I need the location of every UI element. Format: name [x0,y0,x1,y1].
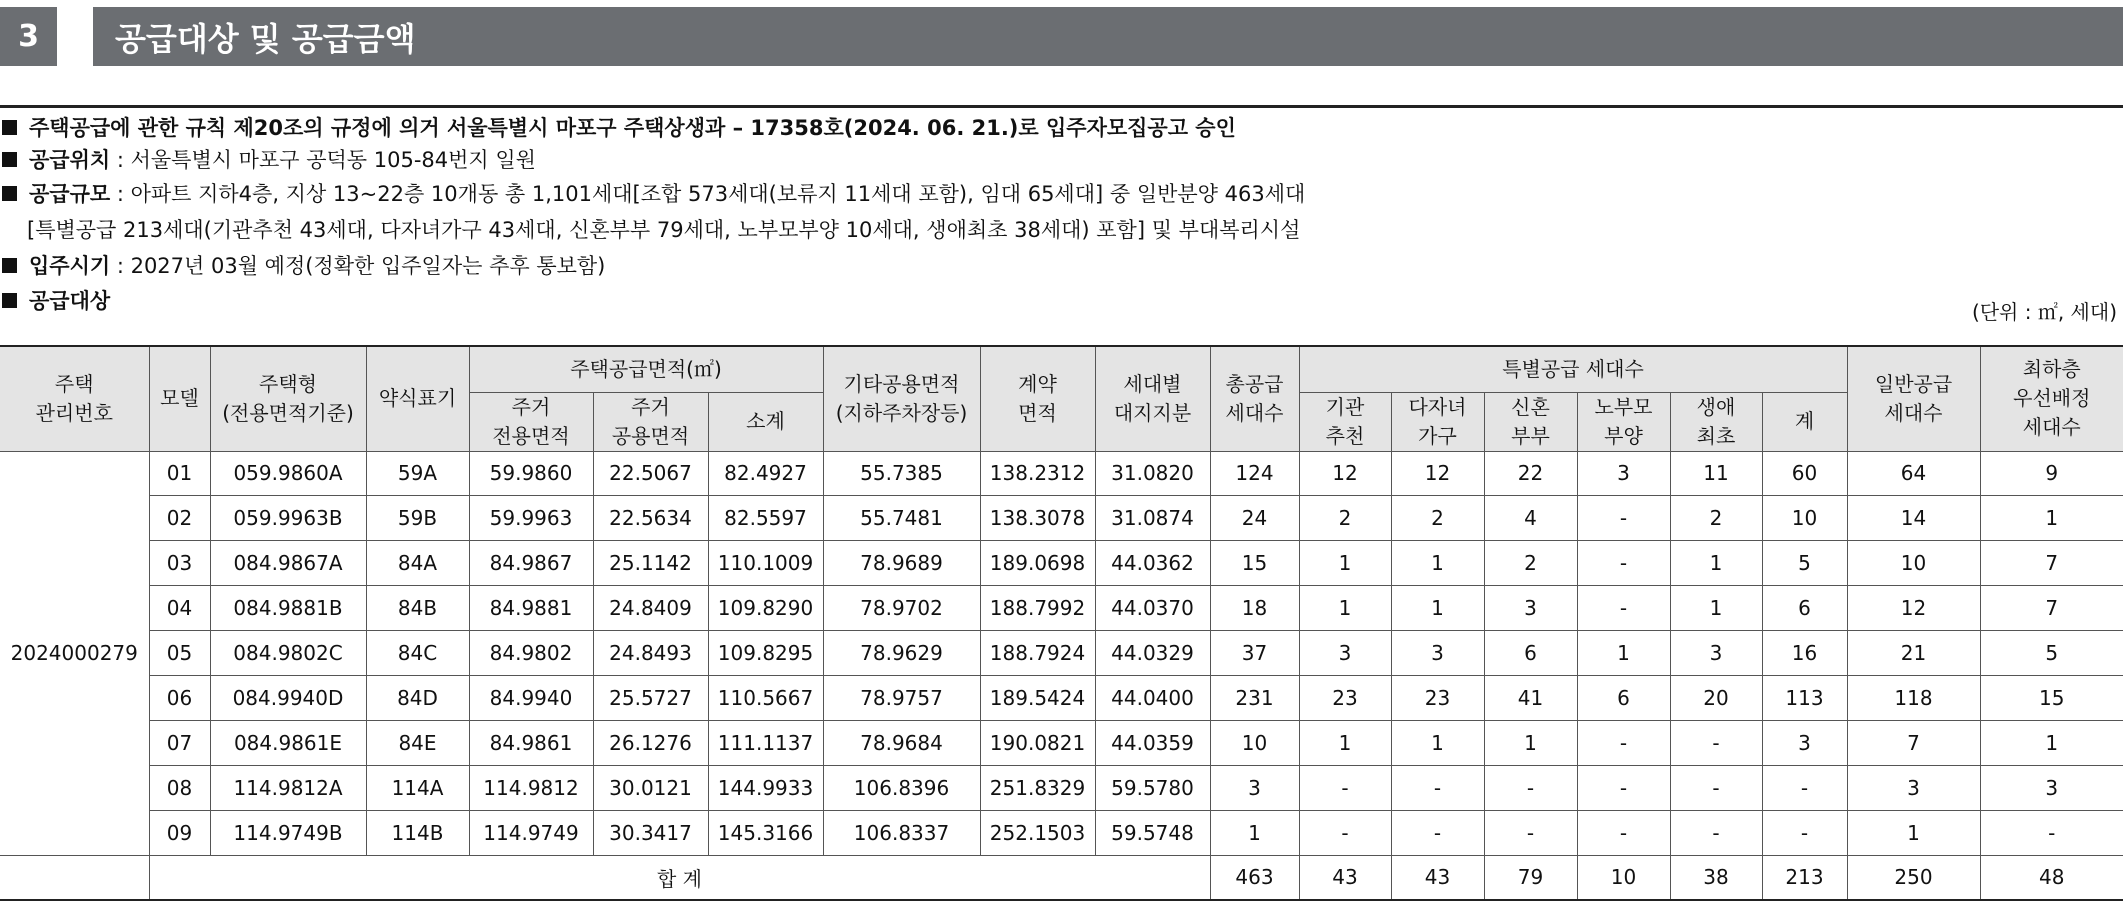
table-cell: 7 [1847,720,1980,765]
table-cell: 2 [1391,496,1484,541]
table-cell: - [1577,541,1670,586]
table-cell: 059.9860A [210,451,366,496]
total-cell: 10 [1577,855,1670,900]
table-cell: 1 [1391,586,1484,631]
table-cell: 84.9861 [469,720,593,765]
header-first-home: 생애 최초 [1670,392,1762,451]
table-cell: 41 [1484,675,1577,720]
table-cell: 113 [1762,675,1847,720]
table-cell: 22.5067 [593,451,708,496]
table-cell: 59.5780 [1095,765,1210,810]
table-cell: 55.7481 [823,496,980,541]
header-special-group: 특별공급 세대수 [1299,346,1847,392]
divider [0,105,2123,108]
header-management-no: 주택 관리번호 [0,346,149,451]
table-cell: 24.8493 [593,631,708,676]
total-cell: 43 [1299,855,1391,900]
table-cell: 78.9629 [823,631,980,676]
header-area-group: 주택공급면적(㎡) [469,346,823,392]
table-cell: 03 [149,541,210,586]
header-contract-area: 계약 면적 [980,346,1095,451]
table-cell: 1 [1299,586,1391,631]
table-cell: 02 [149,496,210,541]
table-cell: 59A [366,451,469,496]
table-cell: - [1762,810,1847,855]
table-cell: 23 [1299,675,1391,720]
table-cell: 084.9881B [210,586,366,631]
table-cell: 24.8409 [593,586,708,631]
table-row [0,586,2123,631]
table-cell: 6 [1577,675,1670,720]
table-cell: - [1577,496,1670,541]
bullet-square [2,152,17,167]
table-cell: 188.7924 [980,631,1095,676]
table-cell: 2 [1299,496,1391,541]
table-row [0,631,2123,676]
table-cell: 106.8337 [823,810,980,855]
table-cell: 138.2312 [980,451,1095,496]
total-lead-cell [0,855,149,900]
table-cell: 25.5727 [593,675,708,720]
table-cell: 114.9749 [469,810,593,855]
table-cell: 09 [149,810,210,855]
section-header [0,7,2123,66]
table-cell: - [1980,810,2123,855]
bullet-square [2,120,17,135]
table-cell: 44.0370 [1095,586,1210,631]
table-cell: 109.8295 [708,631,823,676]
table-cell: 3 [1299,631,1391,676]
table-cell: 109.8290 [708,586,823,631]
table-cell: - [1577,765,1670,810]
table-cell: 252.1503 [980,810,1095,855]
table-cell: 114B [366,810,469,855]
table-cell: 07 [149,720,210,765]
table-cell: 231 [1210,675,1299,720]
table-cell: 6 [1762,586,1847,631]
table-cell: 30.0121 [593,765,708,810]
table-cell: 106.8396 [823,765,980,810]
table-cell: 3 [1762,720,1847,765]
table-row [0,541,2123,586]
table-cell: - [1670,765,1762,810]
table-row [0,675,2123,720]
header-special-sum: 계 [1762,392,1847,451]
table-cell: 188.7992 [980,586,1095,631]
table-cell: 82.5597 [708,496,823,541]
table-cell: 3 [1391,631,1484,676]
table-cell: 189.0698 [980,541,1095,586]
table-cell: 3 [1847,765,1980,810]
table-cell: 15 [1210,541,1299,586]
bullet-square [2,293,17,308]
table-row [0,496,2123,541]
table-cell: 44.0362 [1095,541,1210,586]
table-cell: 114.9812 [469,765,593,810]
table-row [0,810,2123,855]
table-cell: 6 [1484,631,1577,676]
table-cell: 4 [1484,496,1577,541]
table-cell: - [1391,810,1484,855]
table-cell: 059.9963B [210,496,366,541]
table-cell: - [1391,765,1484,810]
table-cell: 84.9940 [469,675,593,720]
table-row [0,765,2123,810]
bullet-square [2,258,17,273]
table-cell: - [1577,810,1670,855]
total-cell: 463 [1210,855,1299,900]
table-cell: - [1577,586,1670,631]
table-cell: 23 [1391,675,1484,720]
table-cell: 24 [1210,496,1299,541]
table-cell: 11 [1670,451,1762,496]
table-cell: 145.3166 [708,810,823,855]
table-cell: 78.9684 [823,720,980,765]
bullet-approval: 주택공급에 관한 규칙 제20조의 규정에 의거 서울특별시 마포구 주택상생과 – 17358호(2024. 06. 21.)로 입주자모집공고 승인 [0,112,1236,144]
table-cell: 12 [1847,586,1980,631]
header-exclusive-area: 주거 전용면적 [469,392,593,451]
header-model: 모델 [149,346,210,451]
table-cell: 2 [1484,541,1577,586]
total-cell: 250 [1847,855,1980,900]
table-cell: 1 [1670,541,1762,586]
header-abbr: 약식표기 [366,346,469,451]
table-cell: 14 [1847,496,1980,541]
table-cell: 114.9812A [210,765,366,810]
table-cell: 15 [1980,675,2123,720]
table-cell: 111.1137 [708,720,823,765]
table-cell: 04 [149,586,210,631]
table-cell: 110.5667 [708,675,823,720]
table-cell: 7 [1980,541,2123,586]
table-cell: 1 [1670,586,1762,631]
table-cell: 118 [1847,675,1980,720]
table-cell: 25.1142 [593,541,708,586]
table-cell: 12 [1299,451,1391,496]
section-number: 3 [0,7,57,66]
table-cell: 59B [366,496,469,541]
header-type: 주택형 (전용면적기준) [210,346,366,451]
table-cell: 20 [1670,675,1762,720]
total-cell: 43 [1391,855,1484,900]
table-cell: 60 [1762,451,1847,496]
table-cell: - [1484,810,1577,855]
total-cell: 48 [1980,855,2123,900]
table-cell: 22 [1484,451,1577,496]
table-cell: 30.3417 [593,810,708,855]
table-cell: 1 [1391,541,1484,586]
table-cell: 3 [1670,631,1762,676]
table-cell: 114.9749B [210,810,366,855]
table-cell: 84C [366,631,469,676]
table-cell: 7 [1980,586,2123,631]
table-cell: 3 [1210,765,1299,810]
header-subtotal: 소계 [708,392,823,451]
table-cell: - [1670,720,1762,765]
bullet-scale-cont: [특별공급 213세대(기관추천 43세대, 다자녀가구 43세대, 신혼부부 79세대, 노부모부양 10세대, 생애최초 38세대) 포함] 및 부대복리시설 [27,218,1301,242]
table-cell: 26.1276 [593,720,708,765]
management-number-cell: 2024000279 [0,451,149,855]
table-cell: 124 [1210,451,1299,496]
table-cell: 84.9802 [469,631,593,676]
table-cell: 84.9867 [469,541,593,586]
table-cell: 1 [1391,720,1484,765]
table-cell: 10 [1210,720,1299,765]
table-cell: 1 [1577,631,1670,676]
header-elderly-parent: 노부모 부양 [1577,392,1670,451]
table-cell: 5 [1980,631,2123,676]
table-cell: 31.0820 [1095,451,1210,496]
bullet-move-in: 입주시기 : 2027년 03월 예정(정확한 입주일자는 추후 통보함) [0,250,605,282]
table-cell: 82.4927 [708,451,823,496]
table-cell: 84D [366,675,469,720]
table-cell: 78.9702 [823,586,980,631]
table-cell: 44.0359 [1095,720,1210,765]
table-cell: 84E [366,720,469,765]
table-cell: 59.9963 [469,496,593,541]
total-label: 합 계 [149,855,1210,900]
table-cell: 16 [1762,631,1847,676]
table-cell: 31.0874 [1095,496,1210,541]
header-lowest-floor: 최하층 우선배정 세대수 [1980,346,2123,451]
table-cell: 84B [366,586,469,631]
table-cell: 190.0821 [980,720,1095,765]
table-cell: 9 [1980,451,2123,496]
table-cell: 084.9867A [210,541,366,586]
table-cell: 114A [366,765,469,810]
table-cell: 08 [149,765,210,810]
table-cell: 084.9940D [210,675,366,720]
header-institution: 기관 추천 [1299,392,1391,451]
table-row [0,451,2123,496]
table-cell: 55.7385 [823,451,980,496]
table-cell: 189.5424 [980,675,1095,720]
header-total-supply: 총공급 세대수 [1210,346,1299,451]
total-cell: 79 [1484,855,1577,900]
table-cell: 10 [1847,541,1980,586]
total-cell: 38 [1670,855,1762,900]
table-cell: - [1762,765,1847,810]
table-cell: 22.5634 [593,496,708,541]
table-cell: 12 [1391,451,1484,496]
table-cell: 1 [1980,720,2123,765]
table-cell: 2 [1670,496,1762,541]
table-cell: 84A [366,541,469,586]
table-cell: 1 [1299,541,1391,586]
header-newlywed: 신혼 부부 [1484,392,1577,451]
table-cell: 3 [1980,765,2123,810]
supply-table [0,345,2123,901]
table-cell: - [1299,810,1391,855]
table-cell: 1 [1847,810,1980,855]
table-cell: 84.9881 [469,586,593,631]
table-cell: - [1670,810,1762,855]
table-cell: 64 [1847,451,1980,496]
bullet-target: 공급대상 [0,285,110,317]
table-cell: 59.9860 [469,451,593,496]
table-cell: 01 [149,451,210,496]
table-cell: - [1299,765,1391,810]
table-cell: 10 [1762,496,1847,541]
table-cell: 05 [149,631,210,676]
header-general-supply: 일반공급 세대수 [1847,346,1980,451]
table-cell: 1 [1980,496,2123,541]
total-row [0,855,2123,900]
table-cell: 084.9861E [210,720,366,765]
table-cell: 144.9933 [708,765,823,810]
table-cell: 1 [1484,720,1577,765]
section-title: 공급대상 및 공급금액 [93,7,2123,66]
table-row [0,720,2123,765]
header-multi-child: 다자녀 가구 [1391,392,1484,451]
table-cell: 06 [149,675,210,720]
unit-note: (단위 : ㎡, 세대) [1971,300,2117,324]
table-cell: 5 [1762,541,1847,586]
total-cell: 213 [1762,855,1847,900]
header-common-area: 주거 공용면적 [593,392,708,451]
table-cell: - [1577,720,1670,765]
table-cell: 3 [1484,586,1577,631]
bullet-location: 공급위치 : 서울특별시 마포구 공덕동 105-84번지 일원 [0,144,536,176]
table-cell: 78.9757 [823,675,980,720]
bullet-scale: 공급규모 : 아파트 지하4층, 지상 13~22층 10개동 총 1,101세대[조합 573세대(보류지 11세대 포함), 임대 65세대] 중 일반분양 463세대 [0,178,1305,210]
table-cell: 78.9689 [823,541,980,586]
table-cell: 138.3078 [980,496,1095,541]
table-cell: 084.9802C [210,631,366,676]
table-cell: 1 [1299,720,1391,765]
header-other-area: 기타공용면적 (지하주차장등) [823,346,980,451]
table-cell: - [1484,765,1577,810]
table-cell: 1 [1210,810,1299,855]
table-cell: 37 [1210,631,1299,676]
table-cell: 44.0400 [1095,675,1210,720]
table-cell: 251.8329 [980,765,1095,810]
bullet-square [2,186,17,201]
table-cell: 21 [1847,631,1980,676]
table-cell: 18 [1210,586,1299,631]
header-land-share: 세대별 대지지분 [1095,346,1210,451]
table-cell: 3 [1577,451,1670,496]
table-cell: 59.5748 [1095,810,1210,855]
table-cell: 110.1009 [708,541,823,586]
table-cell: 44.0329 [1095,631,1210,676]
